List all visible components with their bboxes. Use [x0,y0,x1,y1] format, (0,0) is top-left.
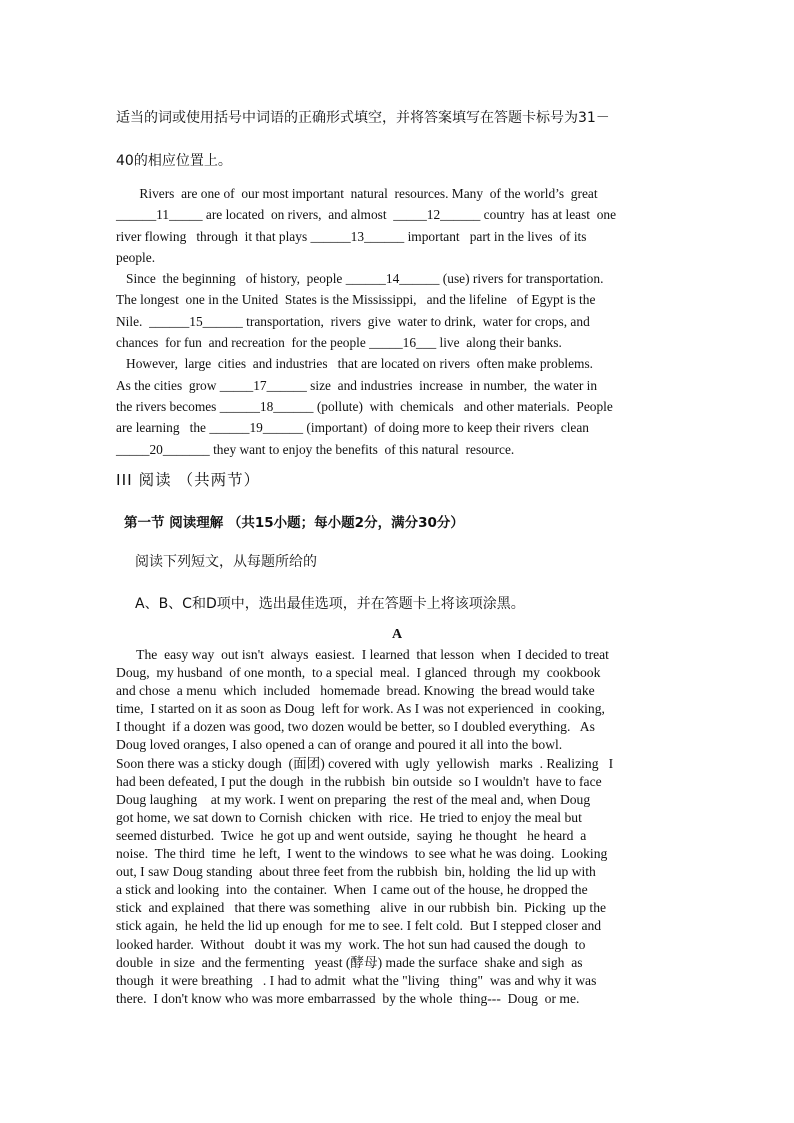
passage-line: looked harder. Without doubt it was my work. The hot sun had caused the dough to [116,936,586,952]
instructions-line-1: 适当的词或使用括号中词语的正确形式填空，并将答案填写在答题卡标号为31－ [116,110,610,126]
passage-line: I thought if a dozen was good, two dozen would be better, so I doubled everything. As [116,719,595,735]
passage-line: time, I started on it as soon as Doug left for work. As I was not experienced in cooking, [116,701,605,717]
passage-line: stick again, he held the lid up enough for me to see. I felt cold. But I stepped closer and [116,918,602,934]
reading-instructions-line-1: 阅读下列短文，从每题所给的 [135,554,317,570]
cloze-line: However, large cities and industries that are located on rivers often make problems. [116,356,594,372]
part3-heading: III 阅读 （共两节） [116,471,261,489]
cloze-passage [116,183,616,460]
passage-line: a stick and looking into the container. When I came out of the house, he dropped the [116,882,588,898]
reading-instructions-line-2: A、B、C和D项中，选出最佳选项，并在答题卡上将该项涂黑。 [135,596,525,612]
instructions-line-2: 40的相应位置上。 [116,153,232,169]
cloze-line: Since the beginning of history, people ______14______ (use) rivers for transportation. [116,271,604,287]
cloze-line: people. [116,249,156,265]
passage-line: noise. The third time he left, I went to the windows to see what he was doing. Looking [116,846,608,862]
cloze-line: ______11_____ are located on rivers, and almost _____12______ country has at least one [116,207,617,223]
cloze-line: chances for fun and recreation for the people _____16___ live along their banks. [116,335,562,351]
cloze-line: are learning the ______19______ (important) of doing more to keep their rivers clean [116,420,589,436]
passage-label: A [391,627,403,642]
passage-line: though it were breathing . I had to admit what the "living thing" was and why it was [116,972,597,988]
passage-line: out, I saw Doug standing about three feet from the rubbish bin, holding the lid up with [116,864,596,880]
cloze-line: Rivers are one of our most important natural resources. Many of the world’s great [116,186,598,201]
passage-line: The easy way out isn't always easiest. I learned that lesson when I decided to treat [116,647,609,662]
cloze-line: the rivers becomes ______18______ (pollute) with chemicals and other materials. People [116,398,613,414]
section1-heading: 第一节 阅读理解 （共15小题；每小题2分，满分30分） [124,515,464,531]
passage-line: got home, we sat down to Cornish chicken with rice. He tried to enjoy the meal but [116,809,582,825]
passage-line: Soon there was a sticky dough (面团) covered with ugly yellowish marks . Realizing I [116,755,614,771]
passage-line: and chose a menu which included homemade bread. Knowing the bread would take [116,683,595,699]
passage-line: Doug loved oranges, I also opened a can of orange and poured it all into the bowl. [116,737,563,753]
cloze-line: As the cities grow _____17______ size and industries increase in number, the water in [116,377,598,393]
passage-line: stick and explained that there was something alive in our rubbish bin. Picking up the [116,900,607,916]
cloze-line: river flowing through it that plays ______13______ important part in the lives of its [116,228,587,244]
passage-line: Doug laughing at my work. I went on preparing the rest of the meal and, when Doug [116,791,591,807]
cloze-line: _____20_______ they want to enjoy the benefits of this natural resource. [116,441,515,457]
passage-line: there. I don't know who was more embarrassed by the whole thing--- Doug or me. [116,990,580,1006]
passage-line: had been defeated, I put the dough in the rubbish bin outside so I wouldn't have to face [116,773,602,789]
passage-line: seemed disturbed. Twice he got up and went outside, saying he thought he heard a [116,827,587,843]
reading-passage [116,646,613,1008]
cloze-line: The longest one in the United States is the Mississippi, and the lifeline of Egypt is the [116,292,596,308]
cloze-line: Nile. ______15______ transportation, rivers give water to drink, water for crops, and [116,313,590,329]
passage-line: double in size and the fermenting yeast (酵母) made the surface shake and sigh as [116,954,583,970]
passage-line: Doug, my husband of one month, to a special meal. I glanced through my cookbook [116,665,601,681]
